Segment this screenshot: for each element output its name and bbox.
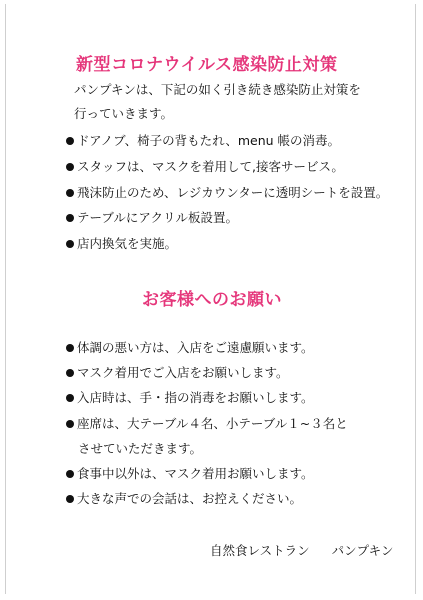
bullet-icon <box>66 344 74 352</box>
intro-line: パンプキンは、下記の如く引き続き感染防止対策を <box>74 82 361 97</box>
bullet-icon <box>66 369 74 377</box>
list-item-text: 入店時は、手・指の消毒をお願いします。 <box>77 390 314 405</box>
list-item-text: 食事中以外は、マスク着用お願いします。 <box>77 466 314 481</box>
list-item <box>66 133 340 149</box>
bullet-icon <box>66 189 74 197</box>
list-item <box>66 236 177 252</box>
list-item <box>66 491 302 507</box>
bullet-icon <box>66 240 74 248</box>
list-item-continuation: させていただきます。 <box>78 441 203 456</box>
list-item <box>66 159 344 175</box>
restaurant-type: 自然食レストラン <box>210 543 310 558</box>
bullet-icon <box>66 137 74 145</box>
section-title-customer-requests: お客様へのお願い <box>142 290 282 310</box>
list-item <box>66 390 314 406</box>
bullet-icon <box>66 214 74 222</box>
section-title-infection-control: 新型コロナウイルス感染防止対策 <box>76 55 338 75</box>
list-item-text: 店内換気を実施。 <box>77 236 178 251</box>
restaurant-signature <box>210 543 394 559</box>
list-item-text: 飛沫防止のため、レジカウンターに透明シートを設置。 <box>77 185 389 200</box>
list-item <box>66 185 388 201</box>
list-item <box>66 416 348 432</box>
bullet-icon <box>66 394 74 402</box>
list-item-text: スタッフは、マスクを着用して,接客サービス。 <box>77 159 344 174</box>
list-item-text: マスク着用でご入店をお願いします。 <box>77 365 289 380</box>
list-item <box>66 466 314 482</box>
bullet-icon <box>66 495 74 503</box>
bullet-icon <box>66 420 74 428</box>
list-item-text: 座席は、大テーブル４名、小テーブル１~３名と <box>77 416 348 431</box>
bullet-icon <box>66 163 74 171</box>
bullet-icon <box>66 470 74 478</box>
list-item-text: ドアノブ、椅子の背もたれ、menu 帳の消毒。 <box>77 133 341 148</box>
list-item <box>66 210 238 226</box>
list-item <box>66 365 289 381</box>
list-item-text: 体調の悪い方は、入店をご遠慮願います。 <box>77 340 314 355</box>
list-item <box>66 340 314 356</box>
list-item-text: テーブルにアクリル板設置。 <box>77 210 239 225</box>
restaurant-name: パンプキン <box>331 543 394 558</box>
list-item-text: 大きな声での会話は、お控えください。 <box>77 491 303 506</box>
intro-line: 行っていきます。 <box>74 106 174 121</box>
